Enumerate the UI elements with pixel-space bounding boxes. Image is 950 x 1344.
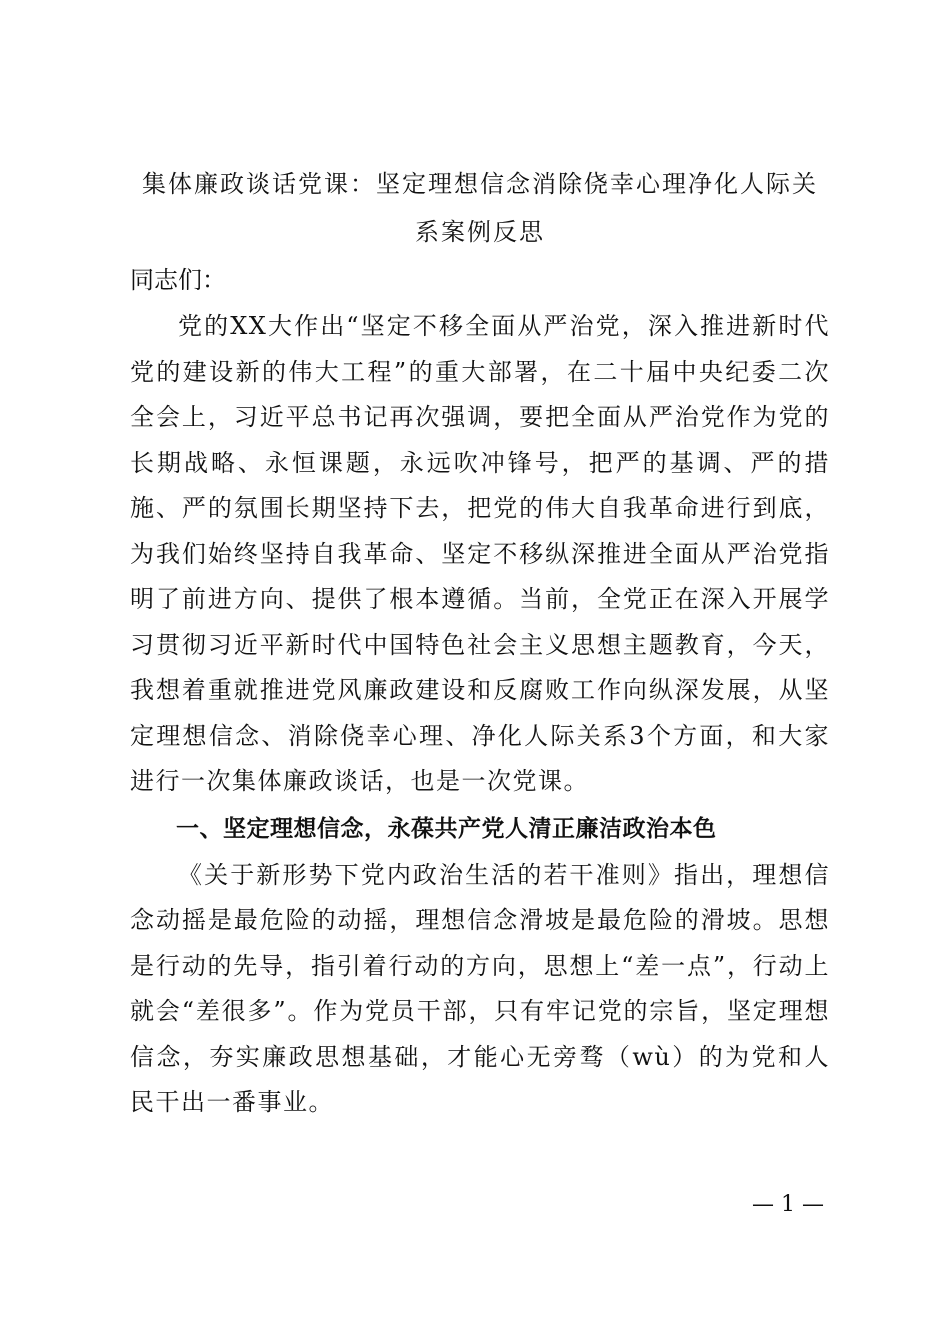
salutation: 同志们： bbox=[130, 266, 226, 294]
document-body bbox=[130, 160, 830, 1126]
intro-paragraph: 党的XX大作出“坚定不移全面从严治党，深入推进新时代党的建设新的伟大工程”的重大部署，在二十届中央纪委二次全会上，习近平总书记再次强调，要把全面从严治党作为党的长期战略、永恒课题，永远吹冲锋号，把严的基调、严的措施、严的氛围长期坚持下去，把党的伟大自我革命进行到底，为我们始终坚持自我革命、坚定不移纵深推进全面从严治党指明了前进方向、提供了根本遵循。当前，全党正在深入开展学习贯彻习近平新时代中国特色社会主义思想主题教育，今天，我想着重就推进党风廉政建设和反腐败工作向纵深发展，从坚定理想信念、消除侥幸心理、净化人际关系3个方面，和大家进行一次集体廉政谈话，也是一次党课。 bbox=[130, 312, 830, 795]
page-number: — 1 — bbox=[752, 1192, 824, 1217]
section-paragraph: 《关于新形势下党内政治生活的若干准则》指出，理想信念动摇是最危险的动摇，理想信念滑坡是最危险的滑坡。思想是行动的先导，指引着行动的方向，思想上“差一点”，行动上就会“差很多”。作为党员干部，只有牢记党的宗旨，坚定理想信念，夯实廉政思想基础，才能心无旁骛（wù）的为党和人民干出一番事业。 bbox=[130, 860, 830, 1116]
document-title: 集体廉政谈话党课：坚定理想信念消除侥幸心理净化人际关系案例反思 bbox=[142, 170, 818, 246]
section-heading: 一、坚定理想信念，永葆共产党人清正廉洁政治本色 bbox=[176, 815, 717, 842]
